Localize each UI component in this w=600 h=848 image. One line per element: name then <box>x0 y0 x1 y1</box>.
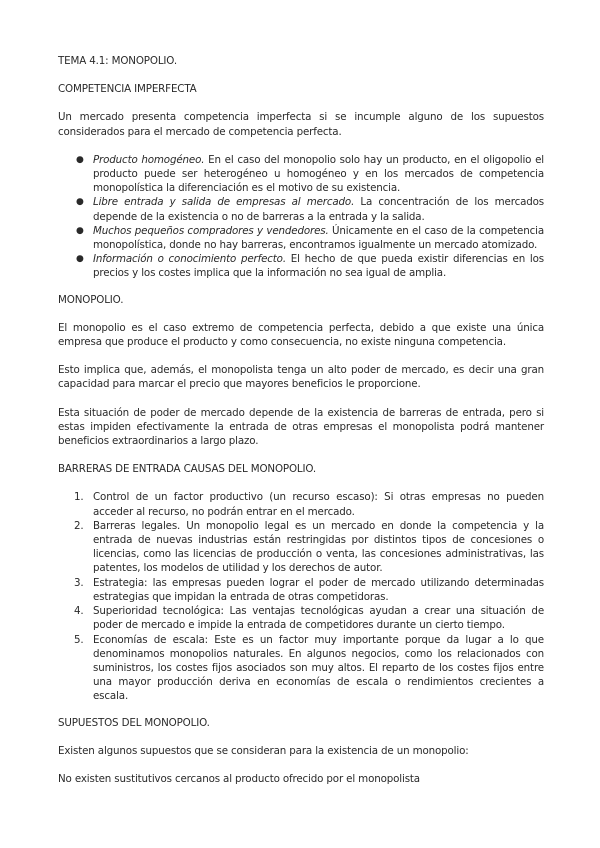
list-number: 2. <box>74 519 84 532</box>
section-heading-competencia: COMPETENCIA IMPERFECTA <box>58 83 197 96</box>
list-item <box>76 252 544 280</box>
list-item-text: Economías de escala: Este es un factor muy importante porque da lugar a lo que denominamos monopolios naturales. En algunos negocios, como los relacionados con suministros, los costes fijos asociados son muy altos. El reparto de los costes fijos entre una mayor producción deriva en economías de escala o rendimientos crecientes a escala. <box>93 633 544 703</box>
bullet-text: En el caso del monopolio solo hay un producto, en el oligopolio el producto puede ser heterogéneo u homogéneo y en los mercados de competencia monopolística la diferenciación es el motivo de su existencia. <box>93 153 545 195</box>
bullet-lead: Muchos pequeños compradores y vendedores. <box>93 224 329 237</box>
paragraph: No existen sustitutivos cercanos al producto ofrecido por el monopolista <box>58 772 420 785</box>
paragraph: Existen algunos supuestos que se consideran para la existencia de un monopolio: <box>58 744 469 757</box>
list-item <box>74 576 544 604</box>
list-item-text: Estrategia: las empresas pueden lograr el poder de mercado utilizando determinadas estrategias que impidan la entrada de otras competidoras. <box>93 576 544 603</box>
list-item <box>74 519 544 576</box>
list-number: 5. <box>74 633 84 646</box>
list-item <box>74 604 544 632</box>
bullet-text: El hecho de que pueda existir diferencias en los precios y los costes implica que la información no sea igual de amplia. <box>93 253 544 280</box>
list-item <box>76 195 544 223</box>
section-heading-barreras: BARRERAS DE ENTRADA CAUSAS DEL MONOPOLIO. <box>58 463 317 476</box>
list-item-text: Superioridad tecnológica: Las ventajas tecnológicas ayudan a crear una situación de poder de mercado e impide la entrada de competidores durante un cierto tiempo. <box>93 605 544 632</box>
paragraph: El monopolio es el caso extremo de competencia perfecta, debido a que existe una única empresa que produce el producto y como consecuencia, no existe ninguna competencia. <box>58 321 544 349</box>
list-item <box>74 490 544 518</box>
list-item <box>76 224 544 252</box>
list-number: 3. <box>74 576 84 589</box>
paragraph: Esta situación de poder de mercado depende de la existencia de barreras de entrada, pero si estas impiden efectivamente la entrada de otras empresas el monopolista podrá mantener beneficios extraordinarios a largo plazo. <box>58 406 544 448</box>
bullet-icon: ● <box>76 154 84 165</box>
paragraph: Esto implica que, además, el monopolista tenga un alto poder de mercado, es decir una gran capacidad para marcar el precio que mayores beneficios le proporcione. <box>58 364 544 391</box>
list-number: 4. <box>74 605 84 618</box>
bullet-lead: Información o conocimiento perfecto. <box>93 253 286 266</box>
list-number: 1. <box>74 491 84 504</box>
bullet-icon: ● <box>76 254 84 265</box>
bullet-text: Únicamente en el caso de la competencia monopolística, donde no hay barreras, encontramos igualmente un mercado atomizado. <box>93 224 544 252</box>
document-title: TEMA 4.1: MONOPOLIO. <box>58 55 177 67</box>
section-heading-monopolio: MONOPOLIO. <box>58 293 124 306</box>
bullet-lead: Producto homogéneo. <box>93 153 205 166</box>
bullet-icon: ● <box>76 225 84 236</box>
numbered-list <box>58 490 544 703</box>
section-heading-supuestos: SUPUESTOS DEL MONOPOLIO. <box>58 716 210 729</box>
bullet-text: La concentración de los mercados depende de la existencia o no de barreras a la entrada y la salida. <box>93 196 544 223</box>
paragraph: Un mercado presenta competencia imperfecta si se incumple alguno de los supuestos considerados para el mercado de competencia perfecta. <box>58 111 544 138</box>
list-item-text: Control de un factor productivo (un recurso escaso): Si otras empresas no pueden acceder al recurso, no podrán entrar en el mercado. <box>93 491 544 518</box>
bullet-list <box>58 153 544 281</box>
list-item-text: Barreras legales. Un monopolio legal es un mercado en donde la competencia y la entrada de nuevas industrias están restringidas por distintos tipos de concesiones o licencias, como las licencias de producción o venta, las concesiones administrativas, las patentes, los modelos de utilidad y los derechos de autor. <box>93 519 544 575</box>
bullet-icon: ● <box>76 197 84 208</box>
list-item <box>76 153 545 196</box>
list-item <box>74 633 544 704</box>
bullet-lead: Libre entrada y salida de empresas al mercado. <box>93 196 355 209</box>
